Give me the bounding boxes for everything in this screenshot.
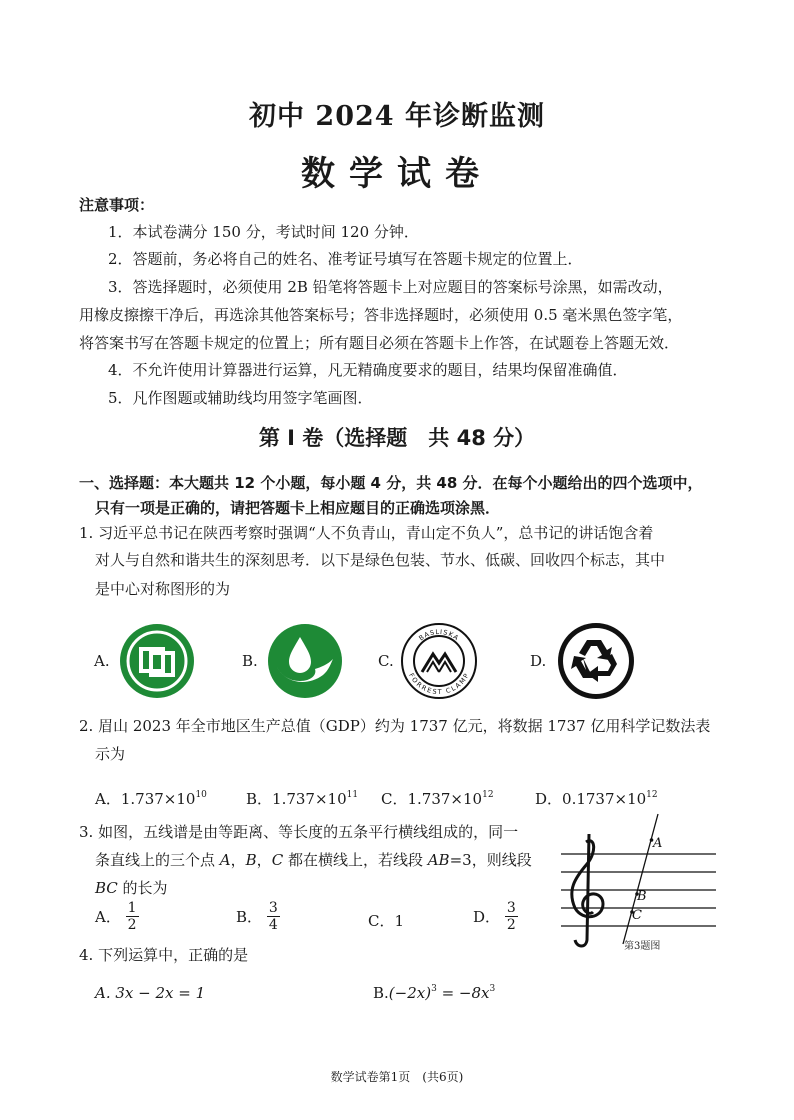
option-label-a: A.	[94, 652, 110, 670]
notice-item: 4．不允许使用计算器进行运算，凡无精确度要求的题目，结果均保留准确值．	[108, 361, 628, 379]
water-saving-logo-icon	[267, 623, 343, 699]
notice-item: 3．答选择题时，必须使用 2B 铅笔将答题卡上对应题目的答案标号涂黑，如需改动，	[108, 278, 673, 296]
section-heading: 第 I 卷（选择题 共 48 分）	[258, 426, 536, 450]
option-label-c: C.	[378, 652, 394, 670]
question-3-text: BC 的长为	[95, 879, 168, 897]
notice-item: 5．凡作图题或辅助线均用签字笔画图．	[108, 389, 373, 407]
question-4-text: 4. 下列运算中，正确的是	[79, 946, 249, 964]
recycle-logo-icon	[557, 622, 635, 700]
question-3-text: 条直线上的三个点 A，B，C 都在横线上，若线段 AB=3，则线段	[95, 851, 532, 869]
question-1-text: 对人与自然和谐共生的深刻思考．以下是绿色包装、节水、低碳、回收四个标志，其中	[95, 551, 666, 569]
notice-item: 2．答题前，务必将自己的姓名、准考证号填写在答题卡规定的位置上．	[108, 250, 583, 268]
question-1-text: 是中心对称图形的为	[95, 580, 231, 598]
question-3-option-b: B． $\frac{3}{4}$	[236, 900, 278, 933]
option-label-b: B.	[242, 652, 258, 670]
point-label-c: C	[632, 908, 642, 923]
question-3-option-d: D． $\frac{3}{2}$	[473, 900, 516, 933]
low-carbon-mountain-logo-icon	[400, 622, 478, 700]
notice-item: 1．本试卷满分 150 分，考试时间 120 分钟．	[108, 223, 419, 241]
question-1-text: 1. 习近平总书记在陕西考察时强调“人不负青山，青山定不负人”，总书记的讲话饱含着	[79, 524, 654, 542]
question-3-option-c: C．1	[368, 912, 405, 930]
green-package-logo-icon	[119, 623, 195, 699]
part-instructions: 一、选择题：本大题共 12 个小题，每小题 4 分，共 48 分．在每个小题给出的四个选项中，	[79, 474, 703, 492]
exam-title: 初中 2024 年诊断监测	[249, 101, 545, 132]
subject-title: 数学试卷	[301, 154, 493, 194]
notice-item-continued: 用橡皮擦擦干净后，再选涂其他答案标号；答非选择题时，必须使用 0.5 毫米黑色签字笔，	[79, 306, 683, 324]
question-2-text: 示为	[95, 745, 126, 763]
figure-caption: 第3题图	[624, 941, 661, 952]
question-2-text: 2. 眉山 2023 年全市地区生产总值（GDP）约为 1737 亿元，将数据 1737 亿用科学记数法表	[79, 717, 711, 735]
notice-item-continued: 将答案书写在答题卡规定的位置上；所有题目必须在答题卡上作答，在试题卷上答题无效．	[79, 334, 680, 352]
point-label-a: A	[653, 836, 663, 851]
question-2-option-c: C．$1.737\times 10^{12}$	[381, 790, 494, 808]
point-label-b: B	[637, 889, 647, 904]
staff-figure	[553, 812, 723, 952]
question-4-option-a: A. 3x − 2x = 1	[95, 984, 206, 1002]
question-3-text: 3. 如图，五线谱是由等距离、等长度的五条平行横线组成的，同一	[79, 823, 519, 841]
question-2-option-b: B．$1.737\times 10^{11}$	[246, 790, 359, 808]
option-label-d: D.	[530, 652, 547, 670]
question-3-option-a: A． $\frac{1}{2}$	[95, 900, 137, 933]
logo-c-bottom-text: FORREST CLAMP	[407, 671, 471, 697]
part-instructions-continued: 只有一项是正确的，请把答题卡上相应题目的正确选项涂黑．	[95, 499, 501, 517]
question-2-option-a: A．$1.737\times 10^{10}$	[95, 790, 207, 808]
notice-heading: 注意事项：	[79, 196, 155, 214]
logo-c-top-text: BASLISKA	[417, 627, 461, 643]
question-4-option-b: $B.(-2x)^3 = -8x^3$	[373, 984, 496, 1002]
page-footer: 数学试卷第1页 (共6页)	[330, 1070, 464, 1084]
question-2-option-d: D．$0.1737\times 10^{12}$	[535, 790, 658, 808]
